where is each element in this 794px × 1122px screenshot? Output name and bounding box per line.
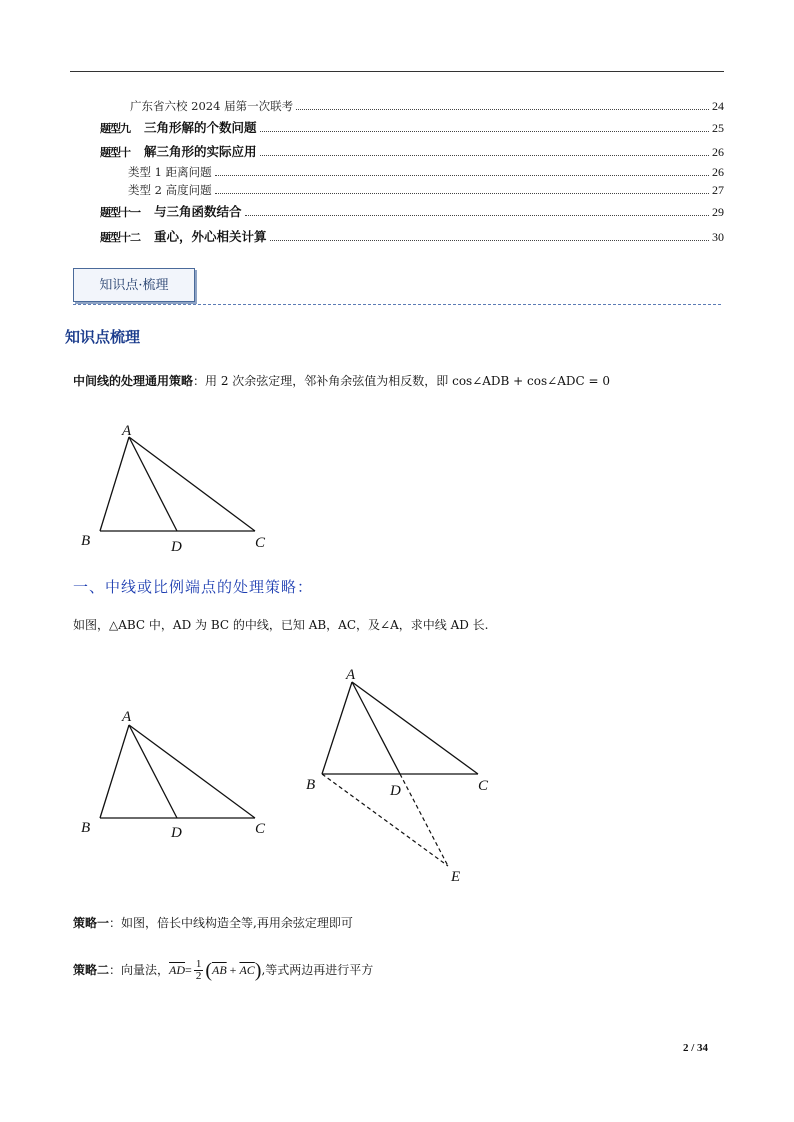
toc-leader <box>245 215 709 216</box>
toc-page-number: 30 <box>712 230 724 244</box>
problem-statement: 如图，△ABC 中，AD 为 BC 的中线，已知 AB，AC，及∠A，求中线 AD 长. <box>73 618 489 632</box>
vertex-label-a: A <box>346 667 356 683</box>
toc-page-number: 26 <box>712 145 724 159</box>
toc-page-number: 26 <box>712 165 724 179</box>
toc-entry[interactable] <box>100 200 724 220</box>
section-label: 知识点·梳理 <box>99 278 169 293</box>
vertex-label-c: C <box>255 821 266 837</box>
toc-entry[interactable] <box>100 160 724 180</box>
toc-entry-text: 广东省六校 2024 届第一次联考 <box>130 99 294 113</box>
strategy-two-prefix: ：向量法， <box>109 963 170 977</box>
side-ab <box>322 682 352 774</box>
strategy-one-label: 策略一 <box>73 916 110 930</box>
vertex-label-b: B <box>306 777 316 793</box>
median-ad <box>352 682 400 774</box>
toc-page-number: 27 <box>712 183 724 197</box>
vertex-label-a: A <box>122 709 132 725</box>
side-ab <box>100 437 129 531</box>
toc-entry[interactable] <box>100 140 724 160</box>
toc-leader <box>296 109 709 110</box>
toc-entry-tag: 题型十一 <box>100 206 140 219</box>
triangle-figure-2 <box>75 706 275 846</box>
toc-leader <box>260 131 709 132</box>
fraction-one-half <box>194 959 204 982</box>
vertex-label-a: A <box>122 423 132 439</box>
toc-leader <box>215 175 709 176</box>
median-ad <box>129 725 177 818</box>
toc-entry-tag: 题型九 <box>100 122 130 135</box>
page-number: 2 / 34 <box>683 1042 709 1054</box>
toc-entry[interactable] <box>100 116 724 136</box>
toc-leader <box>270 240 709 241</box>
section-title: 知识点梳理 <box>65 328 141 346</box>
toc-page-number: 25 <box>712 121 724 135</box>
equals-sign: = <box>185 963 192 977</box>
vertex-label-c: C <box>255 535 266 551</box>
median-ad <box>129 437 177 531</box>
toc-entry-text: 类型 1 距离问题 <box>128 165 212 179</box>
toc-entry[interactable] <box>100 225 724 245</box>
toc-page-number: 24 <box>712 99 724 113</box>
segment-be <box>322 774 448 866</box>
side-ac <box>352 682 478 774</box>
vertex-label-b: B <box>81 533 91 549</box>
vertex-label-d: D <box>171 825 182 841</box>
section-label-box <box>73 268 195 302</box>
strategy-two-suffix: ,等式两边再进行平方 <box>261 963 374 977</box>
left-paren: ( <box>205 959 212 982</box>
vector-ad: $\overline{AD}$ <box>169 963 186 977</box>
header-rule <box>70 71 724 72</box>
toc-entry-tag: 题型十 <box>100 146 130 159</box>
general-strategy-paragraph <box>73 372 610 390</box>
toc-entry-tag: 题型十二 <box>100 231 140 244</box>
right-paren: ) <box>254 959 262 982</box>
toc-entry-text: 三角形解的个数问题 <box>144 120 257 135</box>
doubled-median-figure <box>300 660 500 890</box>
side-ac <box>129 437 255 531</box>
fraction-numerator: 1 <box>195 958 202 970</box>
section-divider <box>73 304 721 305</box>
strategy-one-paragraph <box>73 914 353 932</box>
toc-entry-text: 解三角形的实际应用 <box>144 144 257 159</box>
toc-leader <box>215 193 709 194</box>
toc-entry[interactable] <box>100 178 724 198</box>
vertex-label-b: B <box>81 820 91 836</box>
side-ab <box>100 725 129 818</box>
strategy-two-paragraph <box>73 957 373 984</box>
vertex-label-c: C <box>478 778 489 794</box>
toc-entry-text: 与三角函数结合 <box>154 204 242 219</box>
plus-sign: + <box>229 963 237 977</box>
toc-entry-text: 类型 2 高度问题 <box>128 183 212 197</box>
toc-entry-text: 重心，外心相关计算 <box>154 229 267 244</box>
fraction-denominator: 2 <box>195 970 202 982</box>
toc-entry[interactable] <box>100 94 724 114</box>
vector-ab: $\overline{AB}$ <box>211 963 227 977</box>
strategy-two-label: 策略二 <box>73 963 110 977</box>
triangle-figure-1 <box>75 420 275 560</box>
vertex-label-d: D <box>390 783 401 799</box>
strategy-one-text: ：如图，倍长中线构造全等,再用余弦定理即可 <box>109 916 353 930</box>
general-strategy-text: ：用 2 次余弦定理，邻补角余弦值为相反数，即 cos∠ADB + cos∠ADC = 0 <box>193 374 610 388</box>
side-ac <box>129 725 255 818</box>
general-strategy-label: 中间线的处理通用策略 <box>73 374 194 388</box>
subheading: 一、中线或比例端点的处理策略： <box>73 578 314 596</box>
vertex-label-d: D <box>171 539 182 555</box>
vertex-label-e: E <box>451 869 461 885</box>
toc-leader <box>260 155 709 156</box>
vector-ac: $\overline{AC}$ <box>239 963 255 977</box>
extended-median-de <box>400 774 448 866</box>
toc-page-number: 29 <box>712 205 724 219</box>
